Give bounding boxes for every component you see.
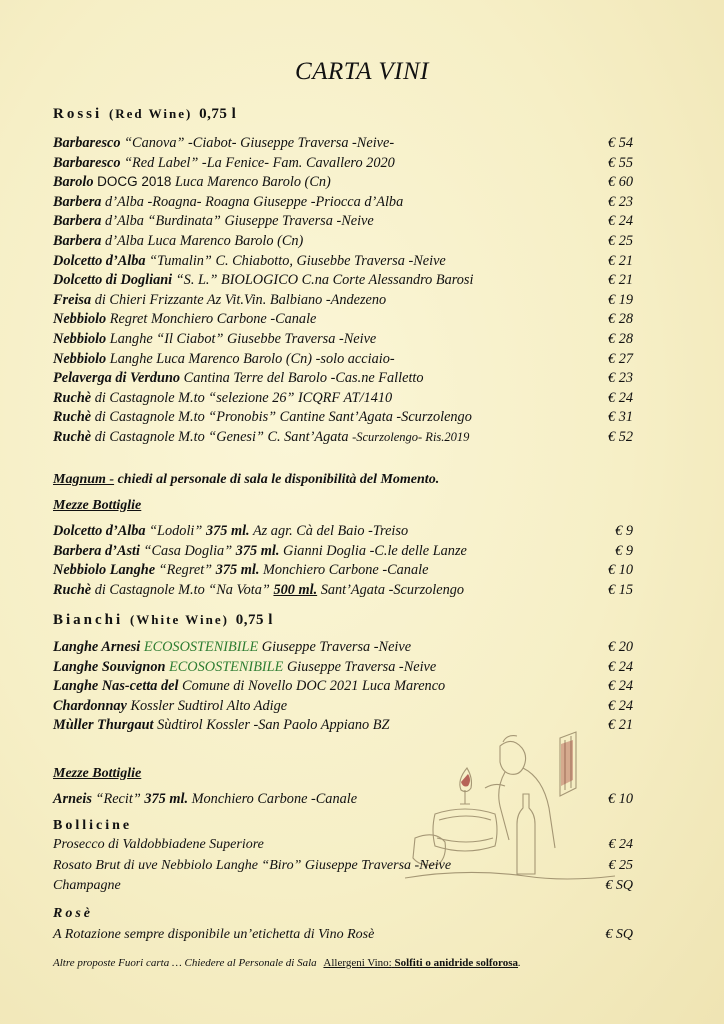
- wine-name: Langhe Arnesi: [53, 639, 141, 655]
- wine-detail: “Casa Doglia”: [139, 542, 236, 559]
- wine-price: € 19: [607, 291, 633, 308]
- wine-price: € 24: [607, 678, 633, 695]
- wine-price: € 23: [607, 370, 633, 387]
- wine-description: [53, 292, 386, 309]
- wine-description: [53, 390, 392, 407]
- wine-detail: Regret Monchiero Carbone -Canale: [106, 311, 317, 328]
- wine-row: [53, 562, 633, 582]
- wine-price: € 10: [607, 791, 633, 807]
- wine-row: [53, 409, 633, 429]
- wine-name: Nebbiolo: [53, 350, 107, 367]
- wine-row: [53, 390, 633, 410]
- wine-producer: Gianni Doglia -C.le delle Lanze: [279, 542, 467, 559]
- allergen-label: Allergeni Vino:: [323, 957, 392, 969]
- wine-price: € 28: [607, 311, 633, 328]
- wine-row: [53, 639, 633, 659]
- wine-detail-extra: -Scurzolengo- Ris.2019: [352, 430, 470, 444]
- bianchi-title: Bianchi: [53, 612, 124, 628]
- wine-description: [53, 331, 376, 348]
- wine-price: € 21: [607, 252, 633, 269]
- wine-price: € 55: [607, 154, 633, 171]
- wine-detail: di Chieri Frizzante Az Vit.Vin. Balbiano -Andezeno: [91, 291, 387, 308]
- wine-price: € 9: [615, 542, 633, 559]
- rose-title: Rosè: [53, 906, 93, 921]
- wine-price: € 9: [615, 523, 633, 539]
- wine-description: [53, 213, 374, 230]
- wine-name: Barbera: [53, 213, 102, 230]
- wine-row: [53, 253, 633, 273]
- wine-row: [53, 292, 633, 312]
- bottle-size: 375 ml.: [235, 542, 280, 559]
- wine-detail: “Tumalin” C. Chiabotto, Giusebbe Traversa -Neive: [145, 252, 446, 269]
- wine-description: [53, 135, 394, 152]
- wine-row: [53, 543, 633, 563]
- rossi-title: Rossi: [53, 106, 103, 122]
- wine-detail-extra: Luca Marenco Barolo (Cn): [171, 174, 331, 191]
- wine-name: Arneis: [53, 791, 92, 807]
- wine-description: [53, 698, 287, 715]
- wine-detail: “Canova” -Ciabot- Giuseppe Traversa -Neive-: [120, 135, 395, 151]
- rossi-format: 0,75 l: [199, 106, 237, 122]
- wine-price: € 24: [608, 837, 633, 852]
- wine-name: Ruchè: [53, 389, 92, 406]
- wine-name: Ruchè: [53, 409, 92, 426]
- wine-description: Rosato Brut di uve Nebbiolo Langhe “Biro” Giuseppe Traversa -Neive: [53, 857, 452, 873]
- wine-description: [53, 523, 408, 540]
- bottle-size: 375 ml.: [144, 791, 189, 807]
- wine-producer: Sant’Agata -Scurzolengo: [317, 581, 465, 598]
- bottle-size: 375 ml.: [215, 562, 260, 579]
- wine-description: [53, 174, 331, 191]
- wine-row: [53, 213, 633, 233]
- wine-detail: Giuseppe Traversa -Neive: [283, 658, 437, 675]
- bollicine-title: Bollicine: [53, 818, 133, 833]
- wine-price: € 25: [607, 233, 633, 249]
- wine-price: € SQ: [605, 927, 633, 942]
- wine-detail: Comune di Novello DOC 2021 Luca Marenco: [178, 678, 446, 695]
- wine-name: Nebbiolo: [53, 331, 107, 347]
- wine-price: € 28: [607, 331, 633, 347]
- wine-detail: Langhe Luca Marenco Barolo (Cn) -solo acciaio-: [106, 350, 395, 367]
- wine-price: € 24: [607, 697, 633, 714]
- wine-description: Champagne: [53, 878, 121, 893]
- wine-price: € 25: [608, 857, 633, 873]
- wine-row: [53, 233, 633, 253]
- wine-description: Prosecco di Valdobbiadene Superiore: [53, 837, 264, 852]
- wine-description: [53, 272, 473, 289]
- wine-detail: d’Alba -Roagna- Roagna Giuseppe -Priocca d’Alba: [101, 193, 404, 210]
- wine-name: Freisa: [53, 291, 92, 308]
- wine-name: Barbaresco: [53, 154, 121, 171]
- wine-price: € 24: [607, 658, 633, 675]
- wine-name: Barbera: [53, 233, 102, 249]
- wine-price: € 27: [607, 350, 633, 367]
- wine-row: [53, 582, 633, 602]
- wine-detail: Sùdtirol Kossler -San Paolo Appiano BZ: [153, 717, 390, 734]
- bianchi-subtitle: (White Wine): [129, 612, 229, 627]
- wine-row: [53, 837, 633, 857]
- wine-price: € 60: [607, 174, 633, 191]
- wine-row: [53, 174, 633, 194]
- wine-description: [53, 409, 472, 426]
- bottle-size: 375 ml.: [205, 523, 250, 539]
- wine-price: € 10: [607, 562, 633, 579]
- wine-description: [53, 194, 403, 211]
- wine-price: € 20: [607, 639, 633, 655]
- magnum-label: Magnum -: [53, 472, 115, 487]
- wine-description: [53, 562, 428, 579]
- wine-name: Ruchè: [53, 581, 92, 598]
- wine-row: [53, 878, 633, 898]
- menu-title: CARTA VINI: [295, 58, 429, 85]
- section-rose-heading: [53, 906, 93, 922]
- wine-price: € 24: [607, 213, 633, 230]
- wine-row: [53, 155, 633, 175]
- wine-name: Langhe Nas-cetta del: [53, 678, 179, 695]
- mezze-rossi-heading: Mezze Bottiglie: [53, 498, 142, 513]
- wine-price: € 54: [607, 135, 633, 151]
- section-bianchi-heading: [53, 612, 273, 629]
- wine-price: € 52: [607, 429, 633, 445]
- mezze-bianchi-heading: Mezze Bottiglie: [53, 766, 142, 781]
- wine-name: Dolcetto d’Alba: [53, 523, 146, 539]
- wine-description: [53, 253, 446, 270]
- section-bollicine-heading: [53, 818, 132, 834]
- bottle-size: 500 ml.: [273, 581, 318, 598]
- wine-price: € SQ: [605, 878, 633, 893]
- wine-row: [53, 927, 633, 947]
- wine-detail: “Red Label” -La Fenice- Fam. Cavallero 2020: [120, 154, 395, 171]
- wine-row: [53, 194, 633, 214]
- wine-price: € 24: [607, 389, 633, 406]
- wine-row: [53, 523, 633, 543]
- wine-description: [53, 678, 445, 695]
- wine-description: A Rotazione sempre disponibile un’etichetta di Vino Rosè: [53, 927, 375, 942]
- wine-row: [53, 678, 633, 698]
- wine-price: € 31: [607, 409, 633, 426]
- wine-detail: d’Alba “Burdinata” Giuseppe Traversa -Neive: [101, 213, 374, 230]
- wine-detail: di Castagnole M.to “selezione 26” ICQRF AT/1410: [91, 389, 393, 406]
- wine-detail: di Castagnole M.to “Genesi” C. Sant’Agata: [91, 429, 353, 445]
- bianchi-format: 0,75 l: [235, 612, 273, 628]
- wine-row: [53, 698, 633, 718]
- wine-producer: Monchiero Carbone -Canale: [188, 791, 358, 807]
- wine-row: [53, 272, 633, 292]
- wine-name: Chardonnay: [53, 697, 127, 714]
- wine-description: [53, 582, 464, 599]
- wine-name: Dolcetto d’Alba: [53, 252, 146, 269]
- wine-price: € 15: [607, 581, 633, 598]
- wine-name: Barolo: [53, 174, 94, 191]
- wine-detail: Cantina Terre del Barolo -Cas.ne Falletto: [180, 370, 424, 387]
- wine-name: Barbera d’Asti: [53, 542, 140, 559]
- wine-row: [53, 370, 633, 390]
- wine-producer: Az agr. Cà del Baio -Treiso: [249, 523, 409, 539]
- wine-name: Nebbiolo Langhe: [53, 562, 156, 579]
- wine-name: Ruchè: [53, 429, 92, 445]
- wine-description: [53, 791, 357, 808]
- wine-row: [53, 135, 633, 155]
- wine-detail: “Regret”: [155, 562, 216, 579]
- wine-detail: Giuseppe Traversa -Neive: [258, 639, 412, 655]
- wine-description: [53, 717, 389, 734]
- wine-name: Dolcetto di Dogliani: [53, 272, 173, 289]
- wine-detail: di Castagnole M.to “Pronobis” Cantine Sant’Agata -Scurzolengo: [91, 409, 472, 426]
- allergen-info: [323, 957, 518, 969]
- wine-detail: “S. L.” BIOLOGICO C.na Corte Alessandro Barosi: [172, 272, 474, 289]
- wine-description: [53, 543, 467, 560]
- section-rossi-heading: [53, 106, 236, 123]
- footer-note: Altre proposte Fuori carta … Chiedere al Personale di Sala Allergeni Vino: Solfiti o anidride solforosa.: [53, 957, 521, 969]
- wine-detail: Kossler Sudtirol Alto Adige: [126, 697, 288, 714]
- wine-detail: “Recit”: [91, 791, 145, 807]
- wine-name: Pelaverga di Verduno: [53, 370, 181, 387]
- wine-row: [53, 858, 633, 878]
- wine-description: [53, 370, 424, 387]
- wine-description: [53, 639, 411, 656]
- rossi-subtitle: (Red Wine): [108, 106, 193, 121]
- wine-description: [53, 659, 436, 676]
- wine-price: € 23: [607, 193, 633, 210]
- eco-label: ECOSOSTENIBILE: [165, 658, 284, 675]
- wine-row: [53, 351, 633, 371]
- footer-text: Altre proposte Fuori carta … Chiedere al Personale di Sala: [53, 957, 320, 969]
- wine-producer: Monchiero Carbone -Canale: [259, 562, 429, 579]
- wine-description: [53, 155, 395, 172]
- magnum-note: [53, 472, 439, 488]
- wine-description: [53, 233, 303, 250]
- allergen-value: Solfiti o anidride solforosa: [394, 957, 519, 969]
- wine-description: [53, 351, 395, 368]
- wine-description: [53, 429, 469, 446]
- wine-name: Langhe Souvignon: [53, 658, 166, 675]
- wine-detail: “Lodoli”: [145, 523, 206, 539]
- wine-row: [53, 429, 633, 449]
- wine-row: [53, 331, 633, 351]
- magnum-text: chiedi al personale di sala le disponibilità del Momento.: [114, 472, 440, 487]
- wine-price: € 21: [607, 717, 633, 734]
- wine-name: Barbera: [53, 193, 102, 210]
- wine-detail: di Castagnole M.to “Na Vota”: [91, 581, 274, 598]
- wine-name: Barbaresco: [53, 135, 121, 151]
- wine-name: Nebbiolo: [53, 311, 107, 328]
- wine-detail: DOCG 2018: [97, 174, 172, 190]
- wine-row: [53, 311, 633, 331]
- wine-price: € 21: [607, 272, 633, 289]
- wine-name: Mùller Thurgaut: [53, 717, 154, 734]
- eco-label: ECOSOSTENIBILE: [140, 639, 259, 655]
- wine-detail: Langhe “Il Ciabot” Giusebbe Traversa -Neive: [106, 331, 377, 347]
- wine-description: [53, 311, 316, 328]
- wine-detail: d’Alba Luca Marenco Barolo (Cn): [101, 233, 304, 249]
- wine-row: [53, 659, 633, 679]
